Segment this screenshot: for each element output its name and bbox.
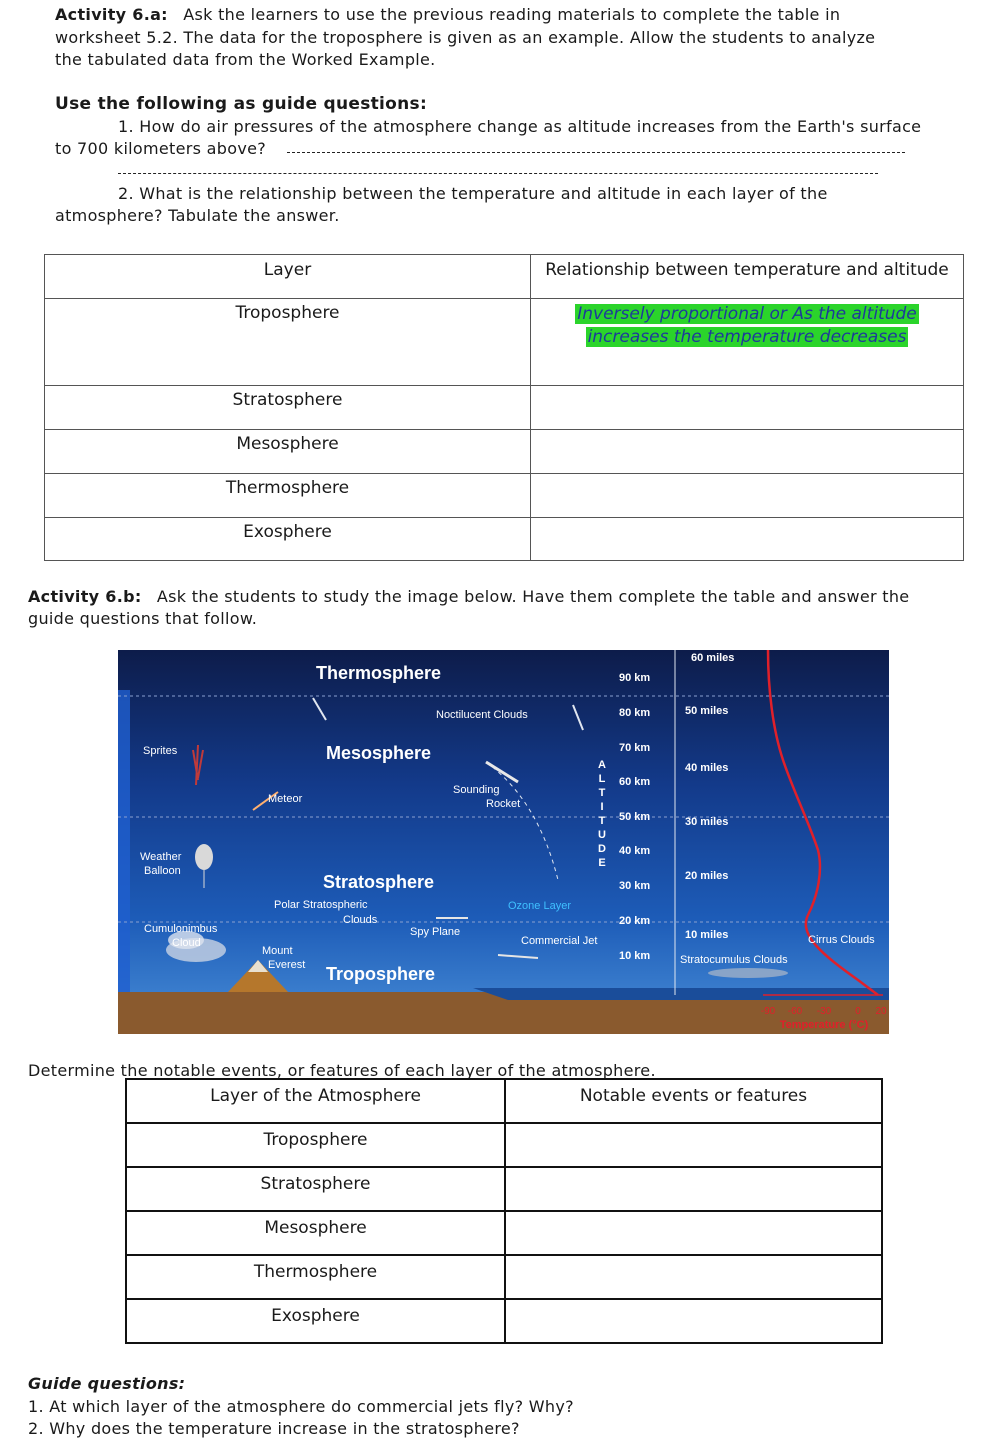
guide-question-2: 2. Why does the temperature increase in the stratosphere? (28, 1419, 520, 1438)
header-relationship: Relationship between temperature and altitude (531, 255, 964, 299)
atmosphere-diagram (118, 650, 889, 1034)
table-row (45, 299, 964, 386)
answer-line-1[interactable] (287, 152, 905, 153)
cell-layer: Troposphere (126, 1123, 505, 1167)
temp-tick-label: -60 (787, 1006, 803, 1017)
table-row (45, 474, 964, 518)
label-balloon: Balloon (144, 865, 181, 877)
table-row (45, 430, 964, 474)
table-header-row (126, 1079, 882, 1123)
cell-answer[interactable] (505, 1211, 882, 1255)
header-layer-of-atmosphere: Layer of the Atmosphere (126, 1079, 505, 1123)
layer-mesosphere: Mesosphere (326, 743, 432, 763)
cell-layer: Mesosphere (45, 430, 531, 474)
miles-tick-label: 50 miles (685, 705, 729, 717)
table-row (45, 518, 964, 561)
cell-layer: Stratosphere (45, 386, 531, 430)
km-tick-label: 10 km (619, 950, 651, 962)
ocean (473, 988, 889, 1000)
altitude-letter: I (600, 801, 604, 813)
guide-question-1: 1. At which layer of the atmosphere do commercial jets fly? Why? (28, 1397, 574, 1416)
highlighted-answer-line2: increases the temperature decreases (587, 327, 907, 347)
guide-questions-heading: Guide questions: (28, 1374, 186, 1393)
label-cumulonimbus: Cumulonimbus (144, 923, 218, 935)
question-2-line2: atmosphere? Tabulate the answer. (55, 206, 340, 225)
temp-tick-label: 0 (855, 1006, 861, 1017)
activity-a-line2: worksheet 5.2. The data for the troposphere is given as an example. Allow the students to analyze (55, 28, 876, 47)
label-spy-plane: Spy Plane (410, 926, 461, 938)
cell-layer: Exosphere (45, 518, 531, 561)
activity-a-line1: Activity 6.a: Ask the learners to use the previous reading materials to complete the table in (55, 5, 841, 24)
activity-b-label: Activity 6.b: (28, 587, 142, 606)
table-row (126, 1123, 882, 1167)
cell-answer[interactable] (505, 1167, 882, 1211)
miles-tick-label: 40 miles (685, 762, 729, 774)
table-row (126, 1167, 882, 1211)
cell-layer: Exosphere (126, 1299, 505, 1343)
label-meteor: Meteor (268, 793, 303, 805)
label-sounding: Sounding (453, 784, 500, 796)
cell-layer: Thermosphere (45, 474, 531, 518)
altitude-letter: T (598, 815, 606, 827)
altitude-letter: U (598, 829, 606, 841)
stratocumulus-clouds (708, 968, 788, 978)
layer-stratosphere: Stratosphere (323, 872, 435, 892)
cell-answer[interactable] (531, 474, 964, 518)
label-stratocumulus: Stratocumulus Clouds (680, 954, 788, 966)
cell-answer[interactable] (505, 1299, 882, 1343)
table-row (126, 1211, 882, 1255)
cell-layer: Thermosphere (126, 1255, 505, 1299)
temp-tick-label: -30 (816, 1006, 832, 1017)
label-commercial-jet: Commercial Jet (521, 935, 598, 947)
label-weather: Weather (140, 851, 182, 863)
km-tick-label: 50 km (619, 811, 651, 823)
miles-tick-label: 30 miles (685, 816, 729, 828)
label-rocket: Rocket (486, 798, 521, 810)
temp-tick-label: 20 (875, 1006, 887, 1017)
cell-answer[interactable] (531, 299, 964, 386)
activity-b-line2: guide questions that follow. (28, 609, 258, 628)
label-sprites: Sprites (143, 745, 178, 757)
left-band (118, 690, 130, 995)
activity-b-line1: Activity 6.b: Ask the students to study the image below. Have them complete the table and answer the (28, 587, 910, 606)
header-layer: Layer (45, 255, 531, 299)
question-1-line1: 1. How do air pressures of the atmosphere change as altitude increases from the Earth's surface (118, 117, 922, 136)
answer-line-2[interactable] (118, 173, 878, 174)
altitude-letter: A (598, 759, 606, 771)
question-2-line1: 2. What is the relationship between the temperature and altitude in each layer of the (118, 184, 828, 203)
miles-tick-label: 20 miles (685, 870, 729, 882)
highlighted-answer-line1: Inversely proportional or As the altitude (577, 304, 917, 324)
header-notable-events: Notable events or features (505, 1079, 882, 1123)
label-polar-stratospheric: Polar Stratospheric (274, 899, 368, 911)
notable-features-table (125, 1078, 883, 1344)
altitude-letter: E (598, 857, 606, 869)
label-ozone-layer: Ozone Layer (508, 900, 571, 912)
activity-a-label: Activity 6.a: (55, 5, 168, 24)
label-cirrus-clouds: Cirrus Clouds (808, 934, 875, 946)
altitude-letter: D (598, 843, 606, 855)
cell-answer[interactable] (531, 518, 964, 561)
layer-troposphere: Troposphere (326, 964, 436, 984)
miles-tick-label: 10 miles (685, 929, 729, 941)
temp-tick-label: -90 (760, 1006, 776, 1017)
km-tick-label: 90 km (619, 672, 651, 684)
label-cumulonimbus-cloud: Cloud (172, 937, 201, 949)
label-polar-clouds: Clouds (343, 914, 378, 926)
km-tick-label: 80 km (619, 707, 651, 719)
cell-answer[interactable] (505, 1255, 882, 1299)
label-everest: Everest (268, 959, 306, 971)
cell-answer[interactable] (531, 386, 964, 430)
label-noctilucent-clouds: Noctilucent Clouds (436, 709, 528, 721)
question-1-line2: to 700 kilometers above? (55, 139, 267, 158)
table-row (126, 1299, 882, 1343)
km-tick-label: 60 km (619, 776, 651, 788)
miles-tick-label: 60 miles (691, 652, 735, 664)
km-tick-label: 30 km (619, 880, 651, 892)
table-row (45, 386, 964, 430)
label-mount: Mount (262, 945, 293, 957)
determine-instruction: Determine the notable events, or features of each layer of the atmosphere. (28, 1061, 656, 1080)
cell-answer[interactable] (531, 430, 964, 474)
cell-layer: Troposphere (45, 299, 531, 386)
cell-layer: Stratosphere (126, 1167, 505, 1211)
km-tick-label: 40 km (619, 845, 651, 857)
altitude-letter: L (598, 773, 606, 785)
layer-thermosphere: Thermosphere (316, 663, 442, 683)
cell-answer[interactable] (505, 1123, 882, 1167)
atmosphere-diagram-svg (118, 650, 889, 1034)
temperature-axis-label: Temperature (°C) (779, 1019, 869, 1031)
table-header-row (45, 255, 964, 299)
temperature-altitude-table (44, 254, 964, 561)
weather-balloon (195, 844, 213, 870)
km-tick-label: 70 km (619, 742, 651, 754)
table-row (126, 1255, 882, 1299)
cell-layer: Mesosphere (126, 1211, 505, 1255)
activity-a-line3: the tabulated data from the Worked Example. (55, 50, 436, 69)
guide-intro: Use the following as guide questions: (55, 94, 428, 114)
km-tick-label: 20 km (619, 915, 651, 927)
altitude-letter: T (598, 787, 606, 799)
